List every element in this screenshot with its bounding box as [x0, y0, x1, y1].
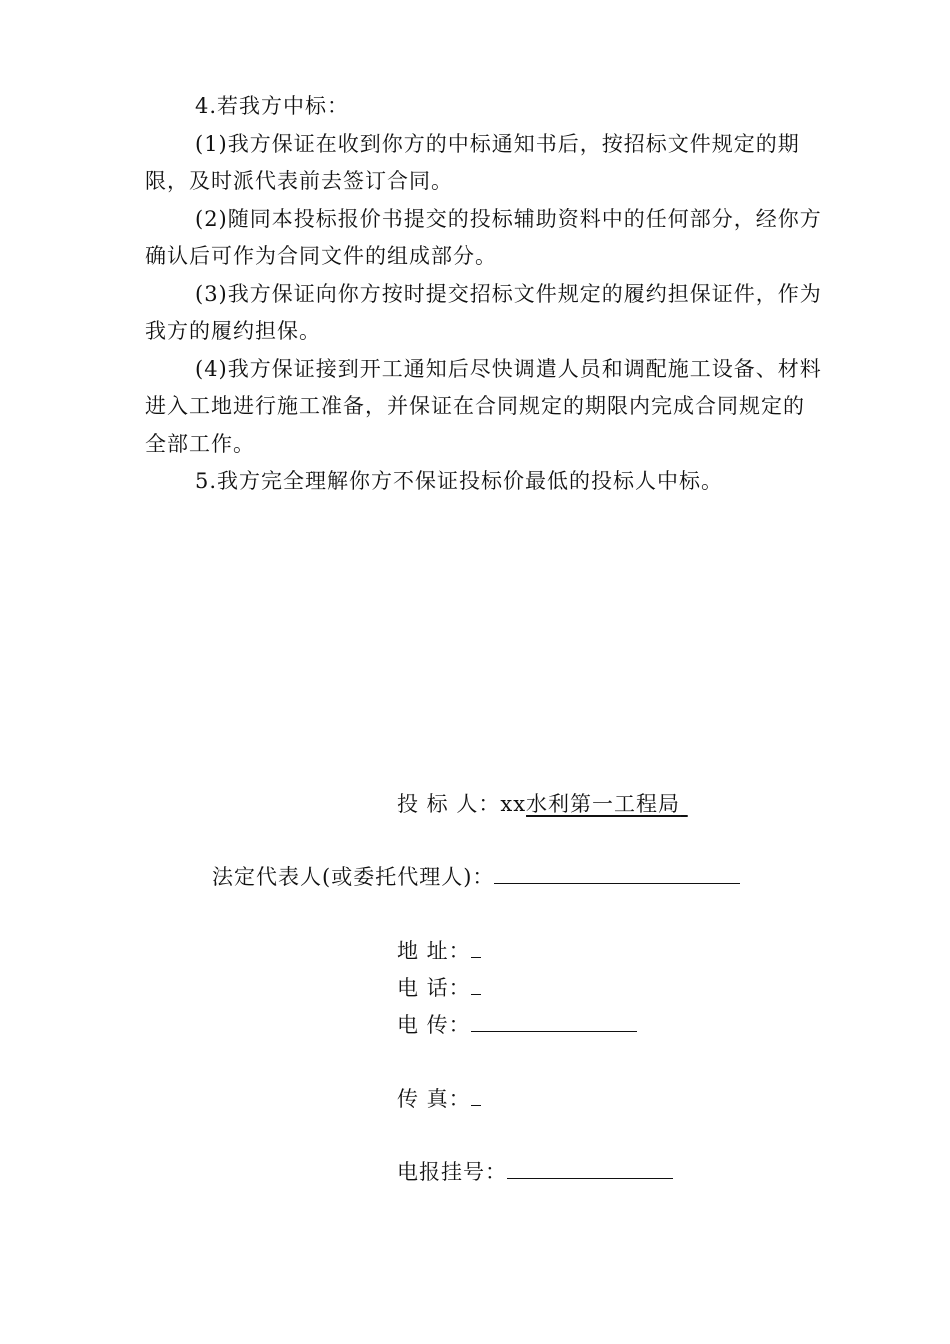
representative-blank — [494, 861, 740, 884]
address-line — [397, 935, 481, 965]
telegram-label: 电 传： — [397, 1013, 471, 1037]
paragraph-clause-3: (3)我方保证向你方按时提交招标文件规定的履约担保证件，作为我方的履约担保。 — [145, 281, 822, 343]
phone-label: 电 话： — [397, 976, 471, 1000]
fax-label: 传 真： — [397, 1087, 471, 1111]
bidder-prefix: xx — [500, 792, 527, 816]
paragraph-item-5: 5.我方完全理解你方不保证投标价最低的投标人中标。 — [195, 469, 724, 493]
representative-label: 法定代表人(或委托代理人)： — [212, 865, 495, 889]
phone-blank — [471, 972, 481, 995]
paragraph-clause-4: (4)我方保证接到开工通知后尽快调遣人员和调配施工设备、材料进入工地进行施工准备，并保证在合同规定的期限内完成合同规定的全部工作。 — [145, 356, 822, 456]
bidder-label: 投 标 人： — [397, 792, 501, 816]
address-blank — [471, 935, 481, 958]
phone-line — [397, 972, 481, 1002]
fax-blank — [471, 1083, 481, 1106]
telegram-line — [397, 1009, 637, 1039]
fax-line — [397, 1083, 481, 1113]
paragraph-clause-1: (1)我方保证在收到你方的中标通知书后，按招标文件规定的期限，及时派代表前去签订合同。 — [145, 131, 800, 193]
paragraph-item-4: 4.若我方中标： — [195, 94, 350, 118]
bidder-line — [397, 790, 688, 818]
cable-label: 电报挂号： — [397, 1160, 507, 1184]
bidder-name: 水利第一工程局 — [526, 792, 681, 816]
letter-body — [145, 88, 825, 501]
telegram-blank — [471, 1009, 637, 1032]
representative-line — [212, 861, 740, 891]
cable-line — [397, 1156, 673, 1186]
address-label: 地 址： — [397, 939, 471, 963]
bidder-name-tail — [680, 792, 688, 816]
paragraph-clause-2: (2)随同本投标报价书提交的投标辅助资料中的任何部分，经你方确认后可作为合同文件的组成部分。 — [145, 206, 822, 268]
cable-blank — [507, 1156, 673, 1179]
